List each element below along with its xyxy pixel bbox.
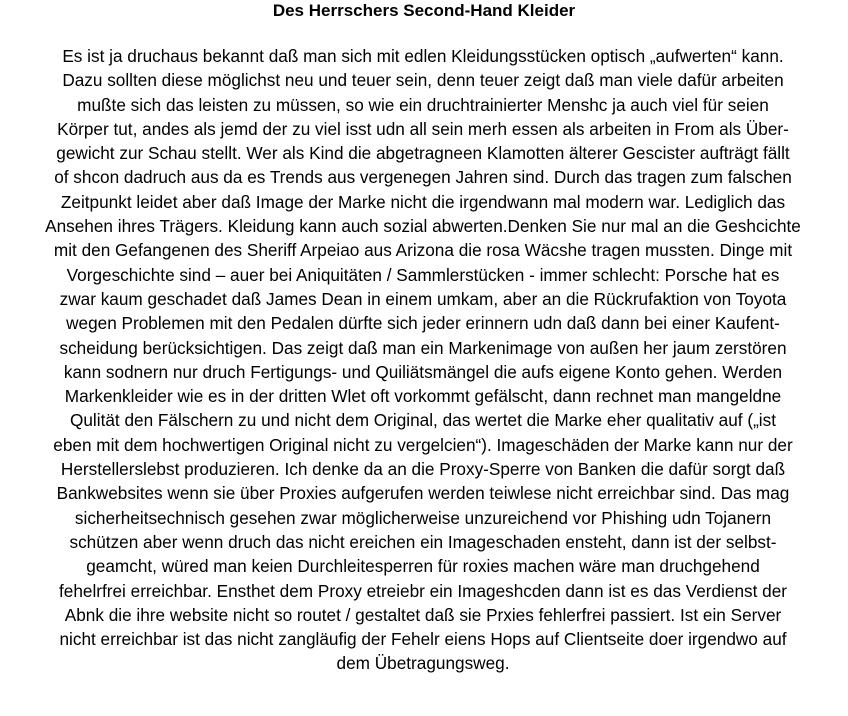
body-line: Vorgeschichte sind – auer bei Aniquitäten / Sammlerstücken - immer schlecht: Porsche hat es [66, 264, 780, 285]
body-line: Bankwebsites wenn sie über Proxies aufgerufen werden teiwlese nicht erreichbar sind. Das mag [56, 483, 790, 504]
body-line: nicht erreichbar ist das nicht zangläufig der Fehelr eiens Hops auf Clientseite doer irgendwo auf [59, 629, 787, 650]
body-line: of shcon dadruch aus da es Trends aus vergenegen Jahren sind. Durch das tragen zum falschen [54, 167, 792, 188]
body-line: mußte sich das leisten zu müssen, so wie ein druchtrainierter Menshc ja auch viel für seien [77, 94, 769, 115]
body-line: gewicht zur Schau stellt. Wer als Kind die abgetragneen Klamotten älterer Gescister aufträgt fällt [56, 143, 790, 164]
body-line: mit den Gefangenen des Sheriff Arpeiao aus Arizona die rosa Wäcshe tragen mussten. Dinge mit [53, 240, 793, 261]
body-line: Ansehen ihres Trägers. Kleidung kann auch sozial abwerten.Denken Sie nur mal an die Geshcichte [45, 216, 801, 237]
body-line: eben mit dem hochwertigen Original nicht zu vergelcien“). Imageschäden der Marke kann nur der [53, 434, 793, 455]
body-line: Herstellerslebst produzieren. Ich denke da an die Proxy-Sperre von Banken die dafür sorgt daß [60, 459, 786, 480]
document-title: Des Herrschers Second-Hand Kleider [272, 1, 576, 20]
body-line: wegen Problemen mit den Pedalen dürfte sich jeder erinnern udn daß dann bei einer Kaufent- [66, 313, 780, 334]
body-line: Dazu sollten diese möglichst neu und teuer sein, denn teuer zeigt daß man viele dafür arbeiten [62, 70, 784, 91]
body-line: Qulität den Fälschern zu und nicht dem Original, das wertet die Marke eher qualitativ auf („ist [70, 410, 776, 431]
body-line: schützen aber wenn druch das nicht ereichen ein Imageschaden ensteht, dann ist der selbst- [69, 531, 777, 552]
body-line: geamcht, würed man keien Durchleitesperren für roxies machen wäre man druchgehend [86, 556, 760, 577]
body-line: Markenkleider wie es in der dritten Wlet oft vorkommt gefälscht, dann rechnet man mangeldne [64, 386, 782, 407]
body-line: fehelrfrei erreichbar. Ensthet dem Proxy etreiebr ein Imageshcden dann ist es das Verdienst der [59, 580, 787, 601]
body-line: Körper tut, andes als jemd der zu viel isst udn all sein merh essen als arbeiten in From als Über- [57, 118, 789, 139]
document-body [4, 44, 842, 676]
body-line: scheidung berücksichtigen. Das zeigt daß man ein Markenimage von außen her jaum zerstören [59, 337, 787, 358]
body-line: Abnk die ihre website nicht so routet / gestaltet daß sie Prxies fehlerfrei passiert. Ist ein Server [64, 604, 782, 625]
body-line: Zeitpunkt leidet aber daß Image der Marke nicht die irgendwann mal modern war. Lediglich das [60, 191, 786, 212]
body-line: sicherheitsechnisch gesehen zwar möglicherweise unzureichend vor Phishing udn Tojanern [74, 507, 772, 528]
body-line: dem Übetragungsweg. [336, 653, 510, 674]
body-line: Es ist ja druchaus bekannt daß man sich mit edlen Kleidungsstücken optisch „aufwerten“ kann. [62, 46, 784, 66]
body-line: zwar kaum geschadet daß James Dean in einem umkam, aber an die Rückrufaktion von Toyota [59, 288, 787, 309]
body-line: kann sodnern nur druch Fertigungs- und Quiliätsmängel die aufs eigene Konto gehen. Werden [63, 361, 783, 382]
